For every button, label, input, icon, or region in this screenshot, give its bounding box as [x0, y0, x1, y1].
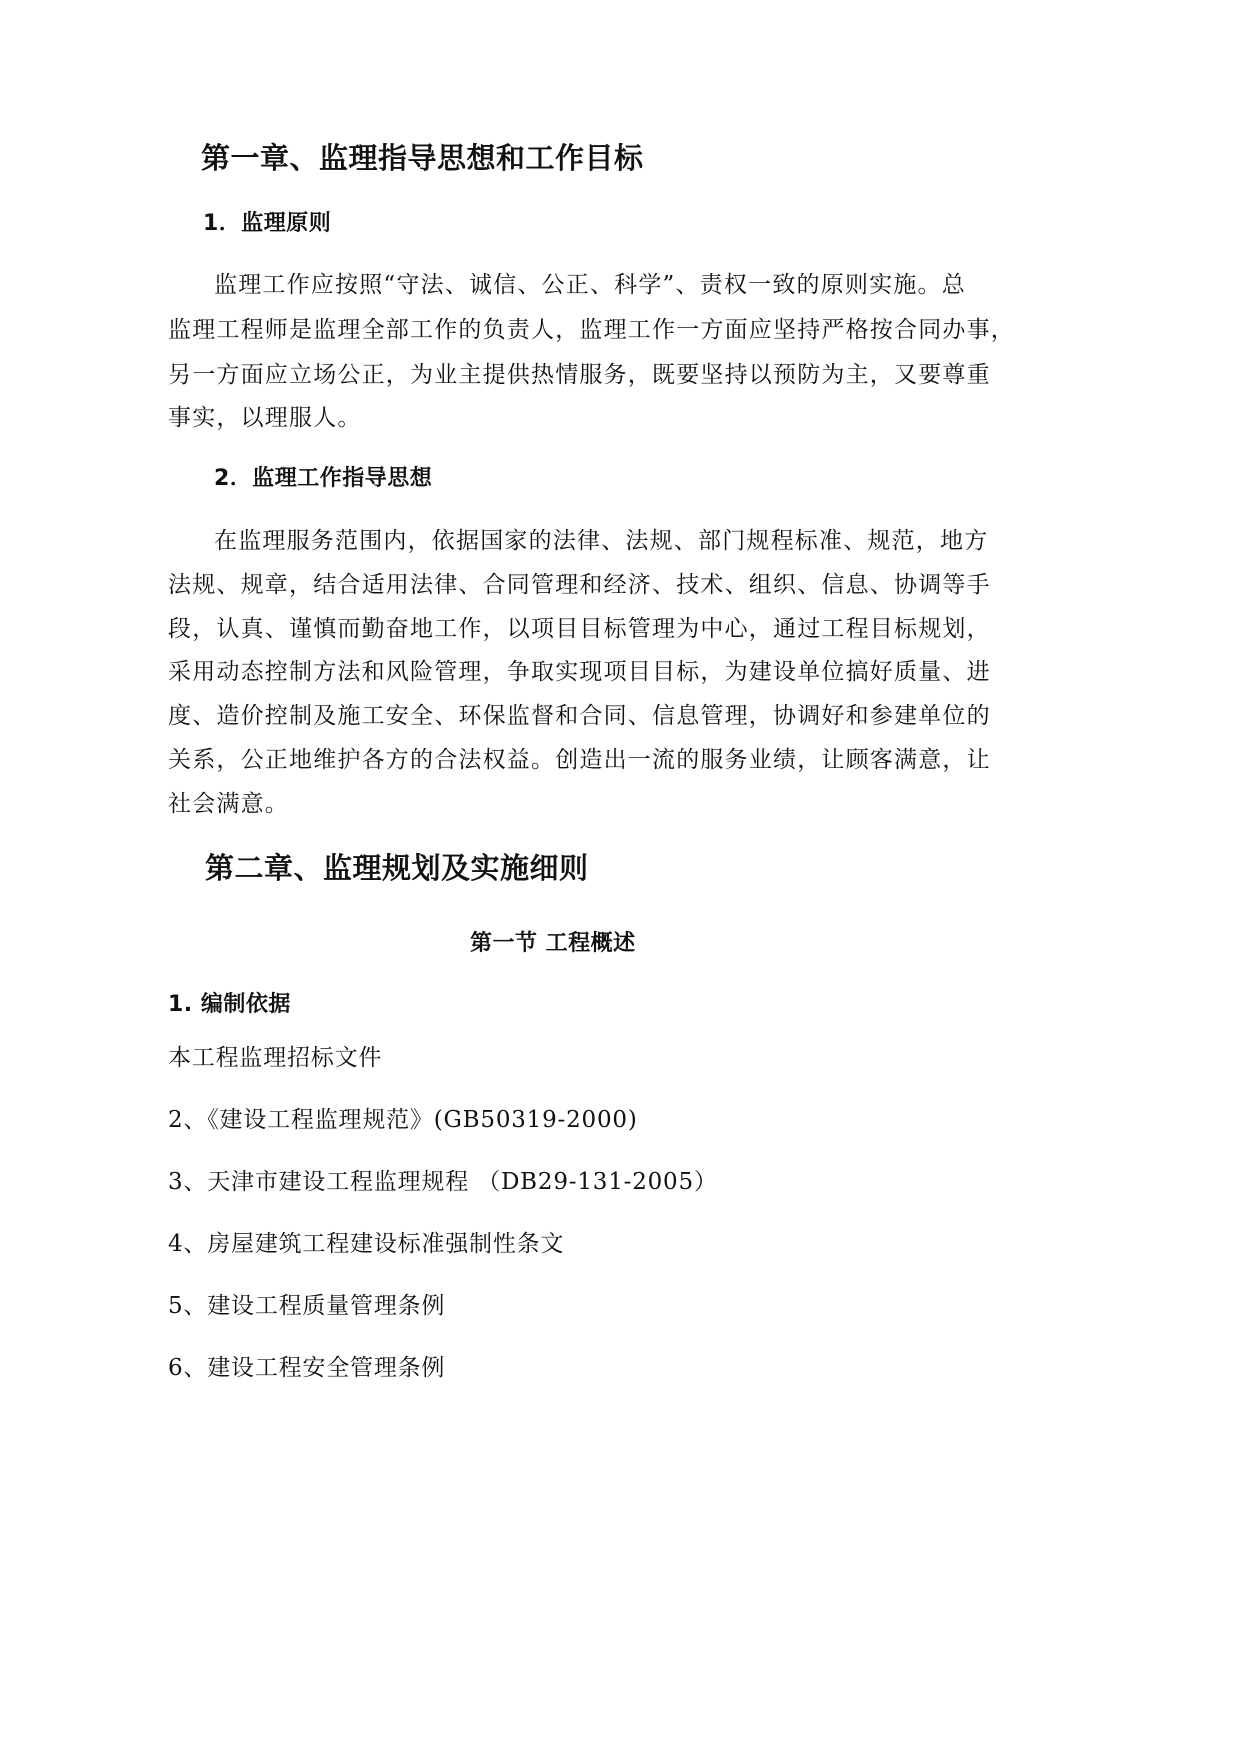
basis-list-item: 6、建设工程安全管理条例 — [168, 1355, 446, 1381]
section-heading-principles: 1．监理原则 — [203, 211, 332, 236]
principles-paragraph-line: 另一方面应立场公正，为业主提供热情服务，既要坚持以预防为主，又要尊重 — [168, 362, 991, 388]
principles-paragraph-line: 监理工作应按照“守法、诚信、公正、科学”、责权一致的原则实施。总 — [214, 272, 966, 298]
principles-paragraph-line: 监理工程师是监理全部工作的负责人，监理工作一方面应坚持严格按合同办事， — [168, 317, 1015, 343]
ideology-paragraph-line: 段，认真、谨慎而勤奋地工作，以项目目标管理为中心，通过工程目标规划， — [168, 616, 991, 642]
ideology-paragraph-line: 关系，公正地维护各方的合法权益。创造出一流的服务业绩，让顾客满意，让 — [168, 747, 991, 773]
basis-heading: 1. 编制依据 — [168, 992, 291, 1017]
chapter-2-title: 第二章、监理规划及实施细则 — [205, 851, 589, 885]
ideology-paragraph-line: 法规、规章，结合适用法律、合同管理和经济、技术、组织、信息、协调等手 — [168, 572, 991, 598]
ideology-paragraph-line: 度、造价控制及施工安全、环保监督和合同、信息管理，协调好和参建单位的 — [168, 703, 991, 729]
basis-list-item: 3、天津市建设工程监理规程 （DB29-131-2005） — [168, 1169, 718, 1195]
ideology-paragraph-line: 采用动态控制方法和风险管理，争取实现项目目标，为建设单位搞好质量、进 — [168, 659, 991, 685]
ideology-paragraph-line: 在监理服务范围内，依据国家的法律、法规、部门规程标准、规范，地方 — [214, 528, 989, 554]
section-heading-guiding-ideology: 2．监理工作指导思想 — [214, 466, 433, 491]
basis-list-item: 本工程监理招标文件 — [168, 1045, 383, 1071]
ideology-paragraph-line: 社会满意。 — [168, 791, 289, 817]
subsection-title: 第一节 工程概述 — [470, 931, 636, 956]
basis-list-item: 4、房屋建筑工程建设标准强制性条文 — [168, 1231, 565, 1257]
basis-list-item: 2、《建设工程监理规范》(GB50319-2000) — [168, 1107, 638, 1133]
chapter-1-title: 第一章、监理指导思想和工作目标 — [201, 141, 644, 175]
basis-list-item: 5、建设工程质量管理条例 — [168, 1293, 446, 1319]
principles-paragraph-line: 事实，以理服人。 — [168, 405, 362, 431]
